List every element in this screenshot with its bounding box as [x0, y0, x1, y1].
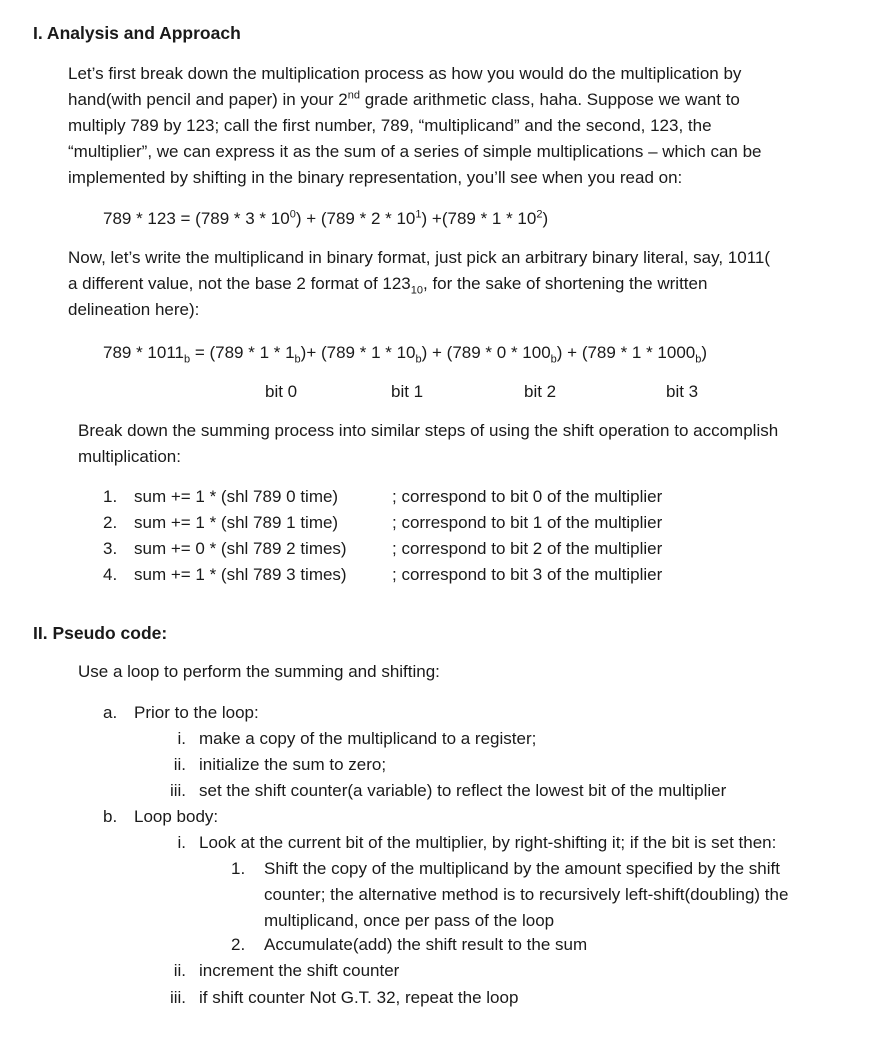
equation-decimal: [103, 206, 548, 232]
eq1-exp: 2: [536, 208, 543, 221]
bit-label-1: bit 1: [391, 382, 424, 401]
step-code: sum += 1 * (shl 789 1 time): [134, 513, 339, 532]
eq1-lhs: 789 * 123 =: [103, 209, 196, 228]
list-a-item: set the shift counter(a variable) to reflect the lowest bit of the multiplier: [199, 781, 727, 800]
eq2-sub: b: [294, 353, 301, 366]
intro-line: Let’s first break down the multiplication process as how you would do the multiplication by: [68, 64, 742, 83]
sub-step-number: 2.: [231, 935, 246, 954]
section1-heading: I. Analysis and Approach: [33, 23, 241, 43]
step-comment: ; correspond to bit 2 of the multiplier: [392, 539, 663, 558]
eq2-term: = (789 * 1 * 1: [190, 343, 295, 362]
list-b-item: increment the shift counter: [199, 961, 400, 980]
sub-step-text: Accumulate(add) the shift result to the sum: [264, 935, 588, 954]
intro-line2-rest: grade arithmetic class, haha. Suppose we want to: [364, 90, 740, 109]
intro-paragraph: [68, 61, 762, 191]
intro-line: “multiplier”, we can express it as the sum of a series of simple multiplications – which can be: [68, 142, 762, 161]
list-b-item: Look at the current bit of the multiplier, by right-shifting it; if the bit is set then:: [199, 833, 777, 852]
eq1-term: +(789 * 1 * 10: [427, 209, 537, 228]
eq1-exp: 0: [289, 208, 296, 221]
eq2-close: ) +: [556, 343, 578, 362]
sub-step-line: multiplicand, once per pass of the loop: [264, 911, 555, 930]
binary-line: [68, 271, 770, 297]
step-number: 3.: [103, 539, 118, 558]
base-sub: 10: [410, 284, 423, 297]
list-a-item: initialize the sum to zero;: [199, 755, 387, 774]
step-number: 4.: [103, 565, 118, 584]
eq2-sub: b: [695, 353, 702, 366]
pseudo-intro: Use a loop to perform the summing and shifting:: [78, 662, 440, 681]
list-b-text: Loop body:: [134, 807, 219, 826]
eq2-close: ) +: [421, 343, 442, 362]
eq2-close: )+: [300, 343, 317, 362]
intro-line: multiply 789 by 123; call the first number, 789, “multiplicand” and the second, 123, the: [68, 116, 712, 135]
eq2-sub: b: [550, 353, 557, 366]
eq1-term: (789 * 3 * 10: [195, 209, 290, 228]
eq2-sub: b: [415, 353, 422, 366]
intro-line: implemented by shifting in the binary representation, you’ll see when you read on:: [68, 168, 683, 187]
step-number: 1.: [103, 487, 118, 506]
list-a-label: a.: [103, 703, 118, 722]
binary-line: Now, let’s write the multiplicand in binary format, just pick an arbitrary binary literal, say, 1011(: [68, 248, 771, 267]
list-b-label: b.: [103, 807, 118, 826]
bit-label-3: bit 3: [666, 382, 699, 401]
roman-num: i.: [177, 833, 186, 852]
eq2-term: (789 * 1 * 1000: [577, 343, 696, 362]
eq1-close: ): [421, 209, 428, 228]
step-code: sum += 0 * (shl 789 2 times): [134, 539, 347, 558]
bit-label-0: bit 0: [265, 382, 298, 401]
step-code: sum += 1 * (shl 789 3 times): [134, 565, 347, 584]
list-b-item: if shift counter Not G.T. 32, repeat the loop: [199, 988, 519, 1007]
eq1-term: + (789 * 2 * 10: [301, 209, 416, 228]
intro-line2-prefix: hand(with pencil and paper) in your 2: [68, 90, 348, 109]
roman-num: ii.: [173, 961, 186, 980]
breakdown-line: Break down the summing process into similar steps of using the shift operation to accomplish: [78, 421, 779, 440]
roman-num: i.: [177, 729, 186, 748]
step-comment: ; correspond to bit 3 of the multiplier: [392, 565, 663, 584]
binary-line: delineation here):: [68, 300, 200, 319]
step-code: sum += 1 * (shl 789 0 time): [134, 487, 339, 506]
eq1-close: ): [542, 209, 549, 228]
eq2-term: (789 * 1 * 10: [316, 343, 416, 362]
step-comment: ; correspond to bit 1 of the multiplier: [392, 513, 663, 532]
ordinal-sup: nd: [347, 89, 360, 102]
eq2-term: (789 * 0 * 100: [441, 343, 551, 362]
bit-label-2: bit 2: [524, 382, 557, 401]
equation-binary: [103, 340, 707, 366]
roman-num: iii.: [169, 988, 186, 1007]
binary-line2-prefix: a different value, not the base 2 format of 123: [68, 274, 411, 293]
intro-line: [68, 87, 762, 113]
eq2-sub: b: [183, 353, 191, 366]
roman-num: ii.: [173, 755, 186, 774]
sub-step-text: [264, 856, 788, 934]
step-number: 2.: [103, 513, 118, 532]
list-a-text: Prior to the loop:: [134, 703, 259, 722]
list-a-item: make a copy of the multiplicand to a register;: [199, 729, 537, 748]
binary-paragraph: [68, 245, 770, 323]
breakdown-paragraph: [78, 418, 778, 470]
eq1-exp: 1: [415, 208, 422, 221]
sub-step-line: Shift the copy of the multiplicand by the amount specified by the shift: [264, 859, 780, 878]
eq2-close: ): [701, 343, 708, 362]
breakdown-line: multiplication:: [78, 447, 181, 466]
eq1-close: ): [295, 209, 302, 228]
roman-num: iii.: [169, 781, 186, 800]
step-comment: ; correspond to bit 0 of the multiplier: [392, 487, 663, 506]
section2-heading: II. Pseudo code:: [33, 623, 168, 643]
sub-step-number: 1.: [231, 859, 246, 878]
sub-step-line: counter; the alternative method is to recursively left-shift(doubling) the: [264, 885, 789, 904]
eq2-lhs: 789 * 1011: [103, 343, 184, 362]
binary-line2-suffix: , for the sake of shortening the written: [423, 274, 708, 293]
